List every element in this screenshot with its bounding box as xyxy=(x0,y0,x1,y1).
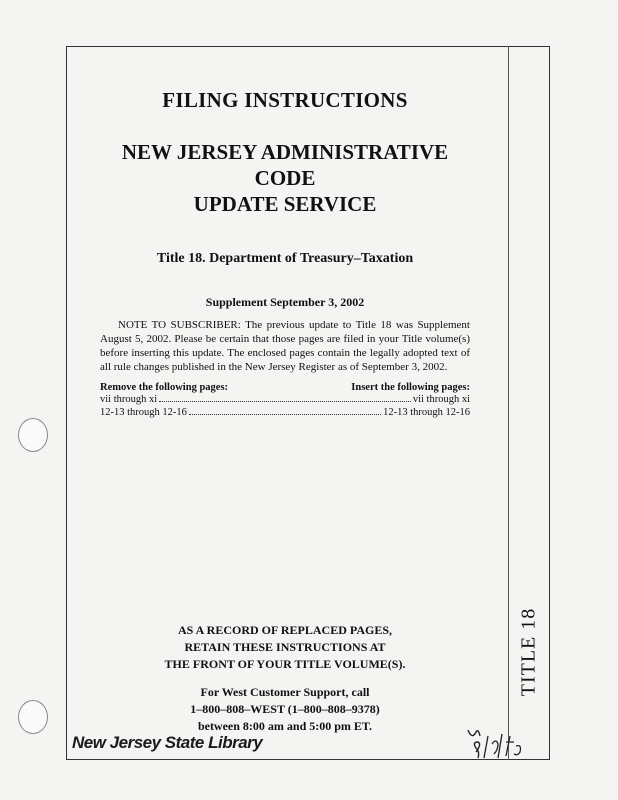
record-line3: THE FRONT OF YOUR TITLE VOLUME(S). xyxy=(164,657,406,671)
insert-pages: 12-13 through 12-16 xyxy=(383,407,470,418)
table-row xyxy=(100,406,470,419)
subscriber-note: NOTE TO SUBSCRIBER: The previous update to Title 18 was Supplement August 5, 2002. Please be certain that those pages are filed in your Title volume(s) before inserting this update. The enclosed pages contain the legally adopted text of all rule changes published in the New Jersey Register as of September 3, 2002. xyxy=(100,319,470,373)
support-phone: 1–800–808–WEST (1–800–808–9378) xyxy=(190,702,380,716)
code-title-line1: NEW JERSEY ADMINISTRATIVE CODE xyxy=(121,140,449,190)
insert-pages: vii through xi xyxy=(412,394,470,405)
table-row xyxy=(100,393,470,406)
supplement-date: Supplement September 3, 2002 xyxy=(205,295,365,309)
library-stamp: New Jersey State Library xyxy=(72,733,263,752)
remove-header: Remove the following pages: xyxy=(100,382,229,393)
support-line1: For West Customer Support, call xyxy=(200,685,370,699)
record-line1: AS A RECORD OF REPLACED PAGES, xyxy=(177,623,393,637)
punch-hole-top xyxy=(18,418,48,452)
page-title: FILING INSTRUCTIONS xyxy=(162,88,408,112)
leader-dots xyxy=(189,406,381,415)
support-hours: between 8:00 am and 5:00 pm ET. xyxy=(197,719,373,733)
customer-support xyxy=(100,684,470,735)
pages-table-header xyxy=(100,382,470,393)
punch-hole-bottom xyxy=(18,700,48,734)
record-line2: RETAIN THESE INSTRUCTIONS AT xyxy=(184,640,386,654)
title-subtitle: Title 18. Department of Treasury–Taxation xyxy=(156,251,414,266)
pages-table xyxy=(100,382,470,419)
handwritten-date xyxy=(462,722,532,762)
code-title xyxy=(100,139,470,217)
filing-content xyxy=(100,60,470,419)
side-tab-label: TITLE 18 xyxy=(517,607,540,697)
leader-dots xyxy=(159,393,411,402)
side-tab xyxy=(510,607,548,697)
record-instructions xyxy=(100,622,470,673)
remove-pages: vii through xi xyxy=(100,394,158,405)
remove-pages: 12-13 through 12-16 xyxy=(100,407,187,418)
code-title-line2: UPDATE SERVICE xyxy=(193,192,377,216)
tab-divider xyxy=(508,46,509,760)
insert-header: Insert the following pages: xyxy=(351,382,470,393)
